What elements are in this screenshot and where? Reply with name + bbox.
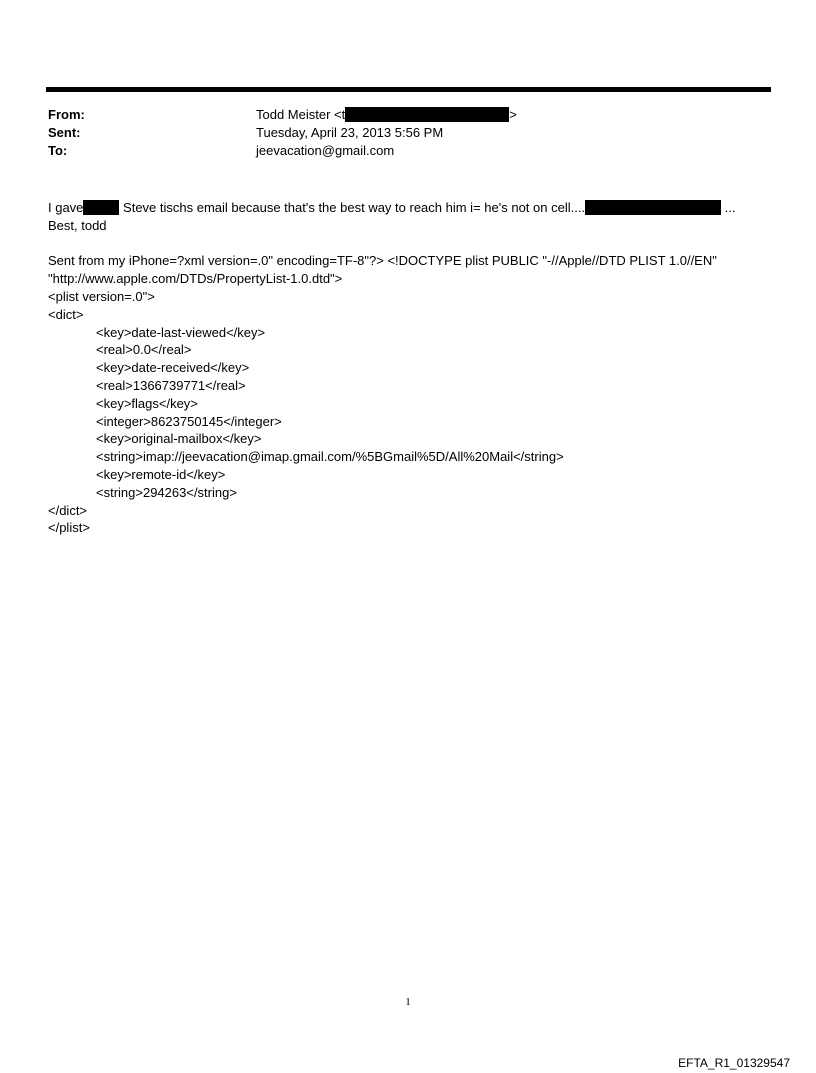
to-value: jeevacation@gmail.com xyxy=(256,143,395,158)
redaction-box xyxy=(83,200,119,215)
sent-label: Sent: xyxy=(48,125,81,140)
from-close: > xyxy=(509,107,517,122)
bates-number: EFTA_R1_01329547 xyxy=(678,1056,790,1070)
page-number: 1 xyxy=(405,996,411,1008)
dict-line: <string>imap://jeevacation@imap.gmail.com/%5BGmail%5D/All%20Mail</string> xyxy=(96,449,564,465)
dict-line: <key>original-mailbox</key> xyxy=(96,431,262,447)
body-text-c: ... xyxy=(721,200,736,215)
sent-value: Tuesday, April 23, 2013 5:56 PM xyxy=(256,125,444,140)
plist-close: </plist> xyxy=(48,520,90,536)
dict-line: <real>1366739771</real> xyxy=(96,377,246,393)
body-line-2: Best, todd xyxy=(48,217,107,233)
from-name: Todd Meister <t xyxy=(256,107,346,122)
redaction-box xyxy=(585,200,721,215)
dict-line: <key>flags</key> xyxy=(96,395,198,411)
header-rule xyxy=(46,87,771,92)
email-body xyxy=(48,199,773,537)
dict-line: <key>remote-id</key> xyxy=(96,466,226,482)
dict-line: <string>294263</string> xyxy=(96,484,237,500)
sent-from-line-2: "http://www.apple.com/DTDs/PropertyList-1.0.dtd"> xyxy=(48,271,343,287)
dict-open: <dict> xyxy=(48,306,84,322)
dict-close: </dict> xyxy=(48,502,88,518)
body-line-1 xyxy=(48,199,773,217)
dict-line: <integer>8623750145</integer> xyxy=(96,413,282,429)
dict-line: <real>0.0</real> xyxy=(96,342,192,358)
dict-lines xyxy=(48,324,773,502)
from-value xyxy=(256,106,517,124)
sent-from-line-1: Sent from my iPhone=?xml version=.0" encoding=TF-8"?> <!DOCTYPE plist PUBLIC "-//Apple//DTD PLIST 1.0//EN" xyxy=(48,253,717,269)
to-label: To: xyxy=(48,143,68,158)
body-text-a: I gave xyxy=(48,200,84,215)
dict-line: <key>date-received</key> xyxy=(96,360,250,376)
dict-line: <key>date-last-viewed</key> xyxy=(96,324,266,340)
redaction-box xyxy=(345,107,509,122)
plist-open: <plist version=.0"> xyxy=(48,288,155,304)
from-label: From: xyxy=(48,107,85,122)
body-text-b: Steve tischs email because that's the best way to reach him i= he's not on cell.... xyxy=(119,200,586,215)
